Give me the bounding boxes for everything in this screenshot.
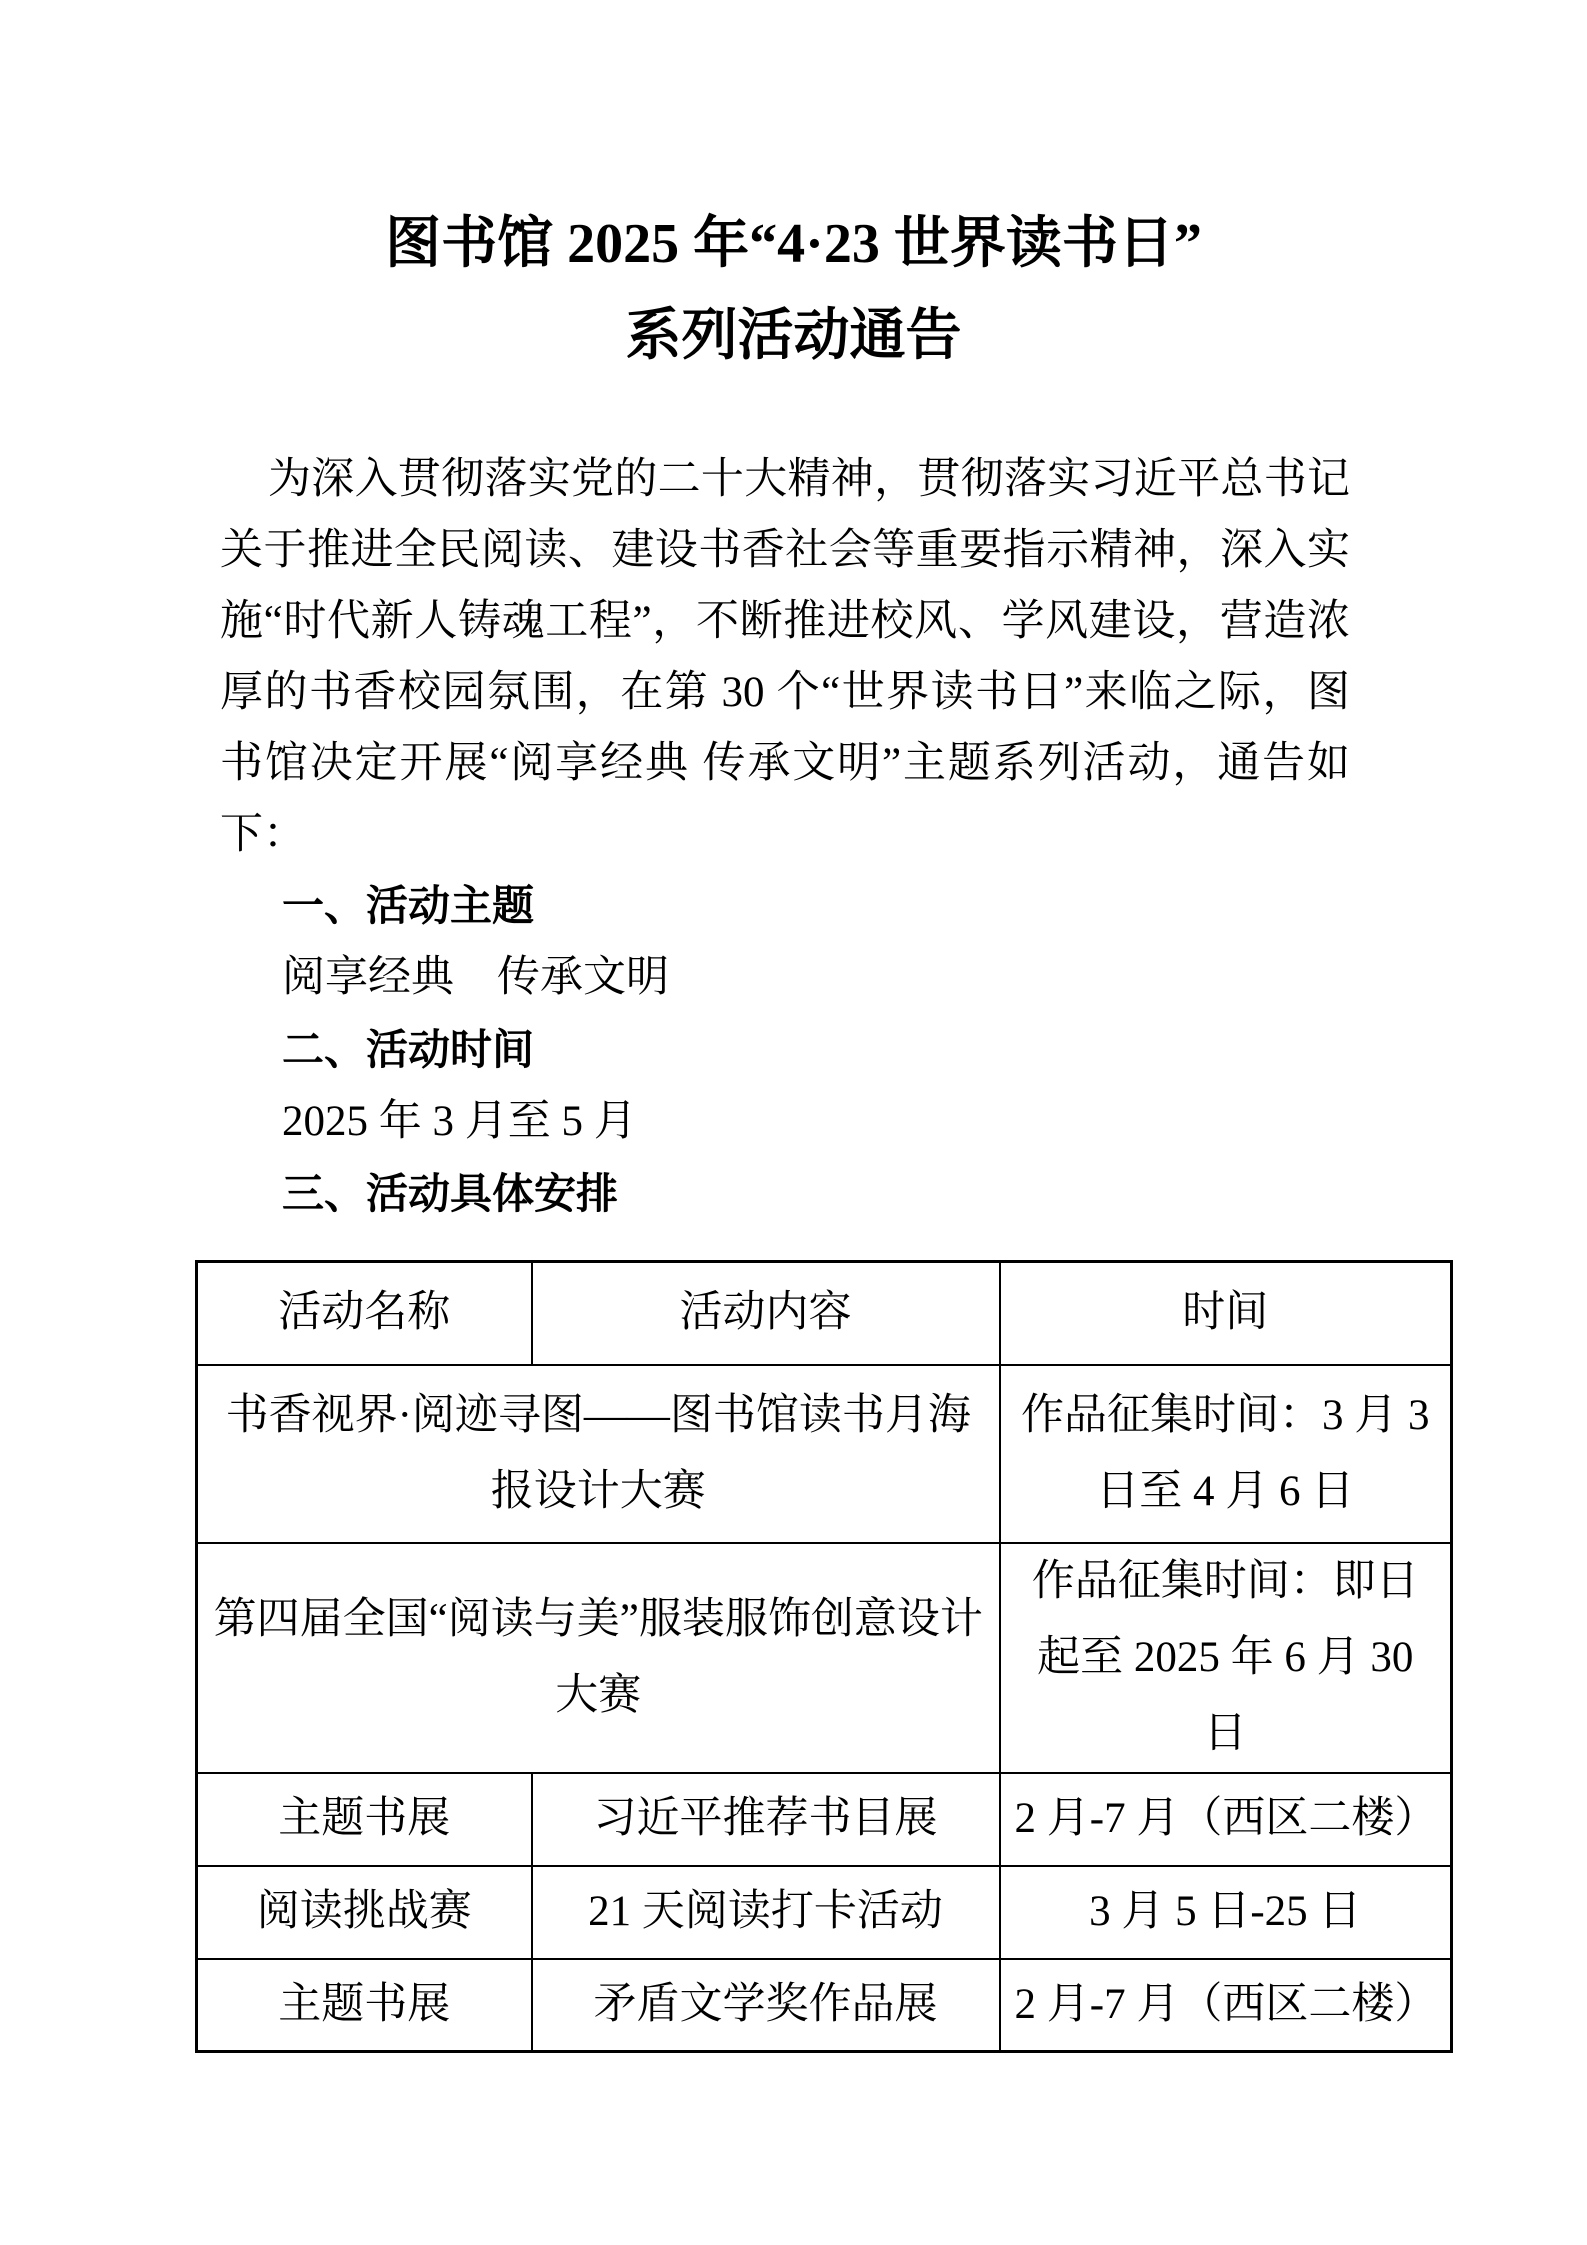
row-5-content: 矛盾文学奖作品展 — [532, 1959, 1000, 2052]
row-3-name: 主题书展 — [197, 1773, 532, 1866]
row-3-content: 习近平推荐书目展 — [532, 1773, 1000, 1866]
header-activity-content: 活动内容 — [532, 1262, 1000, 1365]
row-1-activity: 书香视界·阅迹寻图——图书馆读书月海报设计大赛 — [197, 1365, 1000, 1543]
header-activity-name: 活动名称 — [197, 1262, 532, 1365]
row-5-name: 主题书展 — [197, 1959, 532, 2052]
row-2-time: 作品征集时间：即日起至 2025 年 6 月 30 日 — [1000, 1543, 1452, 1773]
activities-table — [195, 1260, 1453, 2053]
document-title — [0, 0, 1587, 382]
row-4-time: 3 月 5 日-25 日 — [1000, 1866, 1452, 1959]
row-4-name: 阅读挑战赛 — [197, 1866, 532, 1959]
table-row — [197, 1866, 1452, 1959]
table-row — [197, 1959, 1452, 2052]
row-2-activity: 第四届全国“阅读与美”服装服饰创意设计大赛 — [197, 1543, 1000, 1773]
table-row — [197, 1365, 1452, 1543]
intro-paragraph: 为深入贯彻落实党的二十大精神，贯彻落实习近平总书记关于推进全民阅读、建设书香社会等重要指示精神，深入实施“时代新人铸魂工程”，不断推进校风、学风建设，营造浓厚的书香校园氛围，在第 30 个“世界读书日”来临之际，图书馆决定开展“阅享经典 传承文明”主题系列活动，通告如下： — [220, 456, 1350, 858]
row-4-content: 21 天阅读打卡活动 — [532, 1866, 1000, 1959]
table-header-row — [197, 1262, 1452, 1365]
title-line-1: 图书馆 2025 年“4·23 世界读书日” — [385, 213, 1202, 275]
sections-block — [282, 870, 1587, 1230]
section-2-value: 2025 年 3 月至 5 月 — [282, 1098, 637, 1145]
section-1-heading: 一、活动主题 — [282, 882, 535, 929]
row-5-time: 2 月-7 月（西区二楼） — [1000, 1959, 1452, 2052]
row-1-time: 作品征集时间：3 月 3 日至 4 月 6 日 — [1000, 1365, 1452, 1543]
section-2-heading: 二、活动时间 — [282, 1026, 535, 1073]
section-1-value: 阅享经典 传承文明 — [282, 954, 669, 1001]
table-row — [197, 1773, 1452, 1866]
title-line-2: 系列活动通告 — [625, 305, 962, 367]
table-row — [197, 1543, 1452, 1773]
row-3-time: 2 月-7 月（西区二楼） — [1000, 1773, 1452, 1866]
section-3-heading: 三、活动具体安排 — [282, 1170, 619, 1217]
header-time: 时间 — [1000, 1262, 1452, 1365]
